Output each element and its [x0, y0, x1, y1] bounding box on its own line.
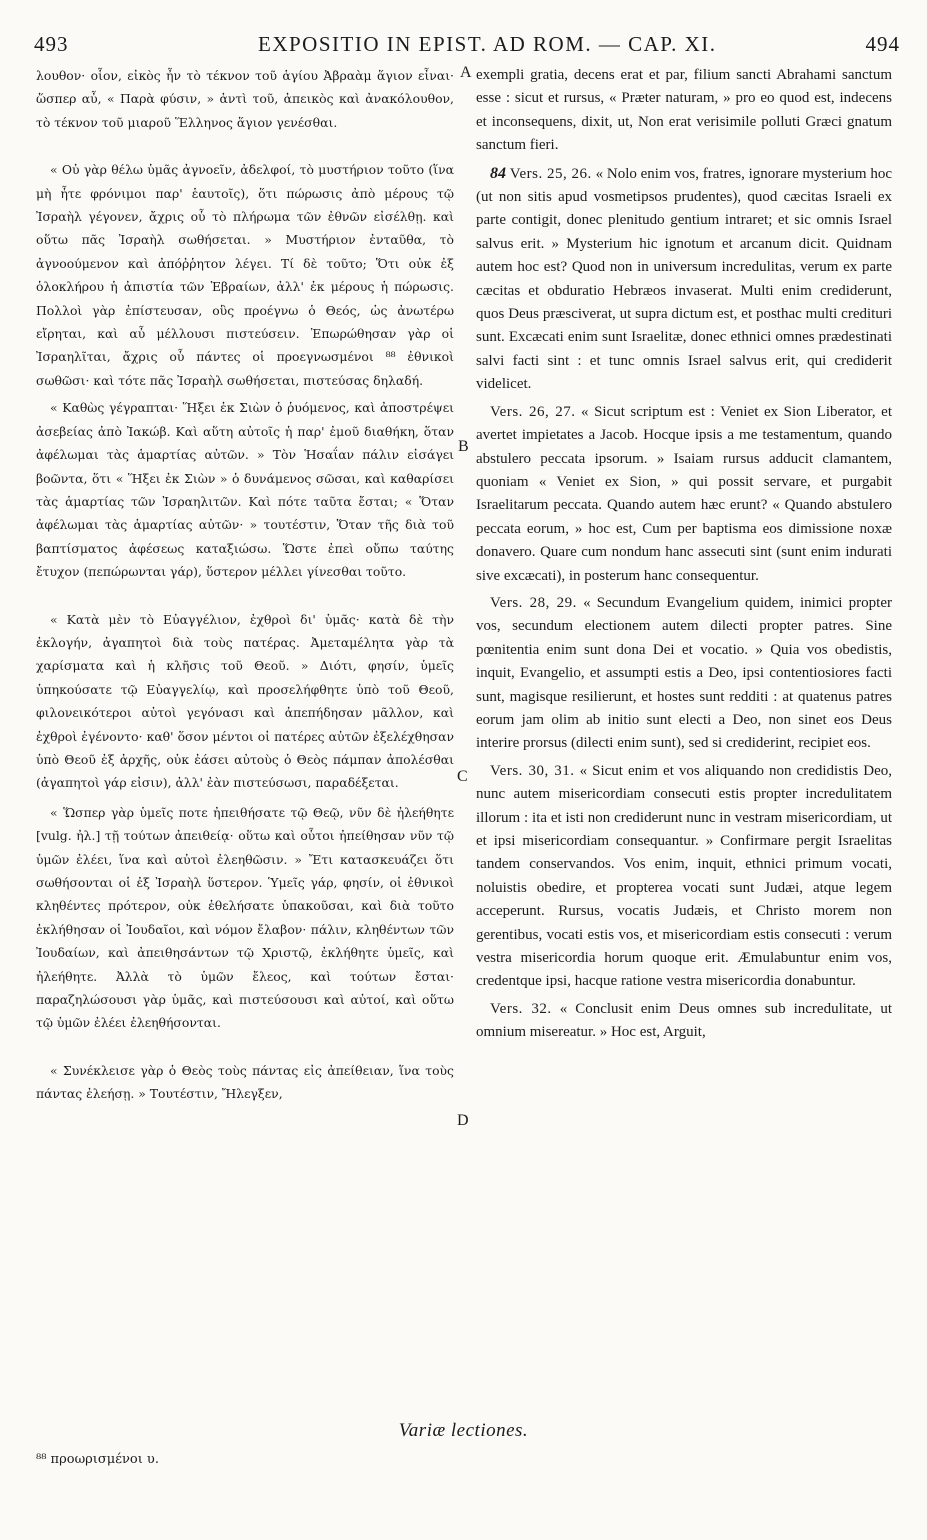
margin-letter-d: D [457, 1112, 469, 1129]
latin-paragraph [476, 592, 892, 756]
section-number: 84 [490, 164, 506, 182]
greek-paragraph: « Καθὼς γέγραπται· Ἥξει ἐκ Σιὼν ὁ ῥυόμενος, καὶ ἀποστρέψει ἀσεβείας ἀπὸ Ἰακώβ. Καὶ αὕτη αὐτοῖς ἡ παρ' ἐμοῦ διαθήκη, ὅταν ἀφέλωμαι τὰς ἁμαρτίας αὐτῶν. » Τὸν Ἡσαΐαν πάλιν εἰσάγει βοῶντα, ὅτι « Ἥξει ἐκ Σιὼν » ὁ δυνάμενος σῶσαι, καὶ καθαρίσει τὰς ἁμαρτίας τῶν Ἰσραηλιτῶν. Καὶ πότε ταῦτα ἔσται; « Ὅταν ἀφέλωμαι τὰς ἁμαρτίας αὐτῶν· » τουτέστιν, Ὅταν τῆς διὰ τοῦ βαπτίσματος ἀφέσεως καταξιώσω. Ὥστε ἐπεὶ οὔπω ταύτης ἔτυχον (πεπώρωνται γάρ), ὕστερον μέλλει γίνεσθαι τοῦτο. [36, 400, 454, 580]
latin-paragraph [476, 401, 892, 588]
latin-paragraph: exempli gratia, decens erat et par, filium sancti Abrahami sanctum esse : sicut et rursus, « Præter naturam, » pro eo quod est, indecens et inconsequens, dixit, ut, Non erat verisimile polluti Græci gnatum sanctum fieri. [476, 67, 892, 154]
latin-text: « Secundum Evangelium quidem, inimici propter vos, secundum electionem autem dilecti propter patres. Sine pœnitentia enim sunt dona Dei et vocatio. » Quia vos obedistis, inquit, Evangelio, et assumpti estis a Deo, ipsi contentiosiores facti sunt, magisque resilierunt, et hostes sunt redditi : at quatenus patres eorum jam olim ab initio sunt electi a Deo, non sinet eos Deus interire prorsus (dilecti enim sunt), sed si crediderint, recipiet eos. [476, 594, 892, 752]
running-title: EXPOSITIO IN EPIST. AD ROM. — CAP. XI. [258, 32, 717, 56]
margin-letter-b: B [458, 438, 469, 455]
latin-text: « Sicut enim et vos aliquando non credidistis Deo, nunc autem misericordiam consecuti estis propter incredulitatem illorum : ita et isti non crediderunt nunc in vestram misericordiam, ut et ipsi misericordiam consequantur. » Confirmare pergit Israelitas tandem conservandos. Vos enim, inquit, ethnici primum vocati, noluistis obedire, et propterea vocati sunt Judæi, atque legem acceperunt. Rursus, vocatis Judæis, et Christo morem non gerentibus, vocati estis vos, et misericordiam estis consecuti : verum vestra misericordia horum quoque erit. Æmulabuntur enim vos, credentque ipsi, hacque ratione vestra misericordia donabuntur. [476, 762, 893, 990]
latin-text: « Conclusit enim Deus omnes sub incredulitate, ut omnium misereatur. » Hoc est, Arguit, [476, 1000, 892, 1041]
greek-paragraph: « Κατὰ μὲν τὸ Εὐαγγέλιον, ἐχθροὶ δι' ὑμᾶς· κατὰ δὲ τὴν ἐκλογήν, ἀγαπητοὶ διὰ τοὺς πατέρας. Ἀμεταμέλητα γὰρ τὰ χαρίσματα καὶ ἡ κλῆσις τοῦ Θεοῦ. » Διότι, φησίν, ὑμεῖς ὑπηκούσατε τῷ Εὐαγγελίῳ, καὶ προσελήφθητε ὑπὸ τοῦ Θεοῦ, φιλονεικότεροι αὐτοὶ γεγόνασι καὶ ἀπεπήδησαν μᾶλλον, καὶ ἐχθροὶ ἐγένοντο· καθ' ὅσον μέντοι οἱ πατέρες αὐτῶν ἐξελέχθησαν ὑπὸ Θεοῦ ἐξ ἀρχῆς, οὐκ ἐάσει αὐτοὺς ὁ Θεὸς πάμπαν ἀπολέσθαι (ἀγαπητοὶ γάρ εἰσιν), ἀλλ' ἐὰν πιστεύσωσι, παραδέξεται. [36, 611, 454, 791]
greek-column [36, 64, 454, 1106]
latin-paragraph [476, 162, 892, 397]
greek-paragraph: λουθον· οἷον, εἰκὸς ἦν τὸ τέκνον τοῦ ἁγίου Ἀβραὰμ ἅγιον εἶναι· ὥσπερ αὖ, « Παρὰ φύσιν, » ἀντὶ τοῦ, ἀπεικὸς καὶ ἀνακόλουθον, τὸ τέκνον τοῦ μιαροῦ Ἕλληνος ἅγιον γενέσθαι. [36, 68, 454, 130]
margin-letter-a: A [460, 64, 472, 81]
verse-reference: Vers. 32. [490, 1000, 552, 1017]
margin-letter-c: C [457, 768, 468, 785]
latin-text: « Sicut scriptum est : Veniet ex Sion Liberator, et avertet impietates a Jacob. Hocque ipsis a me testamentum, quando abstulero peccata ipsorum. » Isaiam rursus adducit clamantem, quoniam « Veniet ex Sion, » qui possit servare, et purgabit Israelitarum peccata. Quando autem hæc erunt? « Quando abstulero peccata eorum, » hoc est, Cum per baptisma eos dimissione noxæ donavero. Quare cum nondum hanc assecuti sint (sunt enim indurati sive excæcati), in posterum hanc consequentur. [476, 403, 892, 584]
verse-reference: Vers. 28, 29. [490, 594, 577, 611]
verse-reference: Vers. 25, 26. [509, 165, 592, 182]
verse-reference: Vers. 26, 27. [490, 403, 576, 420]
variant-readings-title: Variæ lectiones. [398, 1420, 529, 1441]
latin-paragraph [476, 998, 892, 1045]
page-number-right: 494 [865, 32, 900, 56]
latin-column [476, 64, 892, 1045]
variant-reading-note: ⁸⁸ προωρισμένοι υ. [36, 1452, 159, 1467]
page-number-left: 493 [34, 32, 69, 56]
greek-paragraph: « Οὐ γὰρ θέλω ὑμᾶς ἀγνοεῖν, ἀδελφοί, τὸ μυστήριον τοῦτο (ἵνα μὴ ἦτε φρόνιμοι παρ' ἑαυτοῖς), ὅτι πώρωσις ἀπὸ μέρους τῷ Ἰσραὴλ γέγονεν, ἄχρις οὗ τὸ πλήρωμα τῶν ἐθνῶν εἰσέλθῃ. καὶ οὕτω πᾶς Ἰσραὴλ σωθήσεται. » Μυστήριον ἐνταῦθα, τὸ ἀγνοούμενον καὶ ἀπόῤῥητον λέγει. Τί δὲ τοῦτο; Ὅτι οὐκ ἐξ ὁλοκλήρου ἡ ἀπιστία τῶν Ἑβραίων, ἀλλ' ἐκ μέρους ἡ πώρωσις. Πολλοὶ γὰρ ἐπίστευσαν, οὓς προέγνω ὁ Θεός, ὡς ἀνωτέρω εἴρηται, καὶ αὖ μέλλουσι πιστεύσειν. Ἐπωρώθησαν γὰρ οἱ Ἰσραηλῖται, ἄχρις οὗ πάντες οἱ προεγνωσμένοι ⁸⁸ ἐθνικοὶ σωθῶσι· καὶ τότε πᾶς Ἰσραὴλ σωθήσεται, πιστεύσας δηλαδή. [36, 162, 454, 388]
running-header [28, 32, 900, 58]
latin-paragraph [476, 760, 892, 994]
latin-text: « Nolo enim vos, fratres, ignorare mysterium hoc (ut non sitis apud vosmetipsos prudentes), quod cæcitas Israeli ex parte contigit, donec plenitudo gentium intraret; et sic omnis Israel salvus erit. » Mysterium hic ignotum et arcanum dicit. Quidnam autem hoc est? Quod non in universum incredulitas, verum ex parte cæcitas et obduratio Hebræos invaserat. Multi enim crediderunt, quos Deus præsciverat, ut supra dictum est, et posthac multi credituri sunt. Excæcati enim sunt Israelitæ, donec ethnici omnes prædestinati salvi facti sint : et tunc omnis Israel salvus erit, qui crediderit videlicet. [476, 165, 893, 393]
greek-paragraph: « Συνέκλεισε γὰρ ὁ Θεὸς τοὺς πάντας εἰς ἀπείθειαν, ἵνα τοὺς πάντας ἐλεήσῃ. » Τουτέστιν, Ἤλεγξεν, [36, 1062, 454, 1102]
greek-paragraph: « Ὥσπερ γὰρ ὑμεῖς ποτε ἠπειθήσατε τῷ Θεῷ, νῦν δὲ ἠλεήθητε [vulg. ἠλ.] τῇ τούτων ἀπειθείᾳ· οὕτω καὶ οὗτοι ἠπείθησαν νῦν τῷ ὑμῶν ἐλέει, ἵνα καὶ αὐτοὶ ἐλεηθῶσιν. » Ἔτι κατασκευάζει ὅτι σωθήσονται οἱ ἐξ Ἰσραὴλ ὕστερον. Ὑμεῖς γάρ, φησίν, οἱ ἐθνικοὶ κληθέντες πρότερον, οὐκ ἐθελήσατε ὑπακοῦσαι, καὶ διὰ τοῦτο ἐκλήθησαν οἱ Ἰουδαῖοι, καὶ νόμον ἔλαβον· πάλιν, κληθέντων τῶν Ἰουδαίων, καὶ ἀπειθησάντων τῷ Χριστῷ, ἐκλήθητε ὑμεῖς, καὶ ἠλεήθητε. Ἀλλὰ τὸ ὑμῶν ἔλεος, καὶ τούτων ἔσται· παραζηλώσουσι γὰρ ὑμᾶς, καὶ πιστεύσουσι καὶ αὐτοί, καὶ οὕτω τῷ ὑμῶν ἐλέει ἐλεηθήσονται. [36, 804, 454, 1031]
verse-reference: Vers. 30, 31. [490, 762, 575, 779]
